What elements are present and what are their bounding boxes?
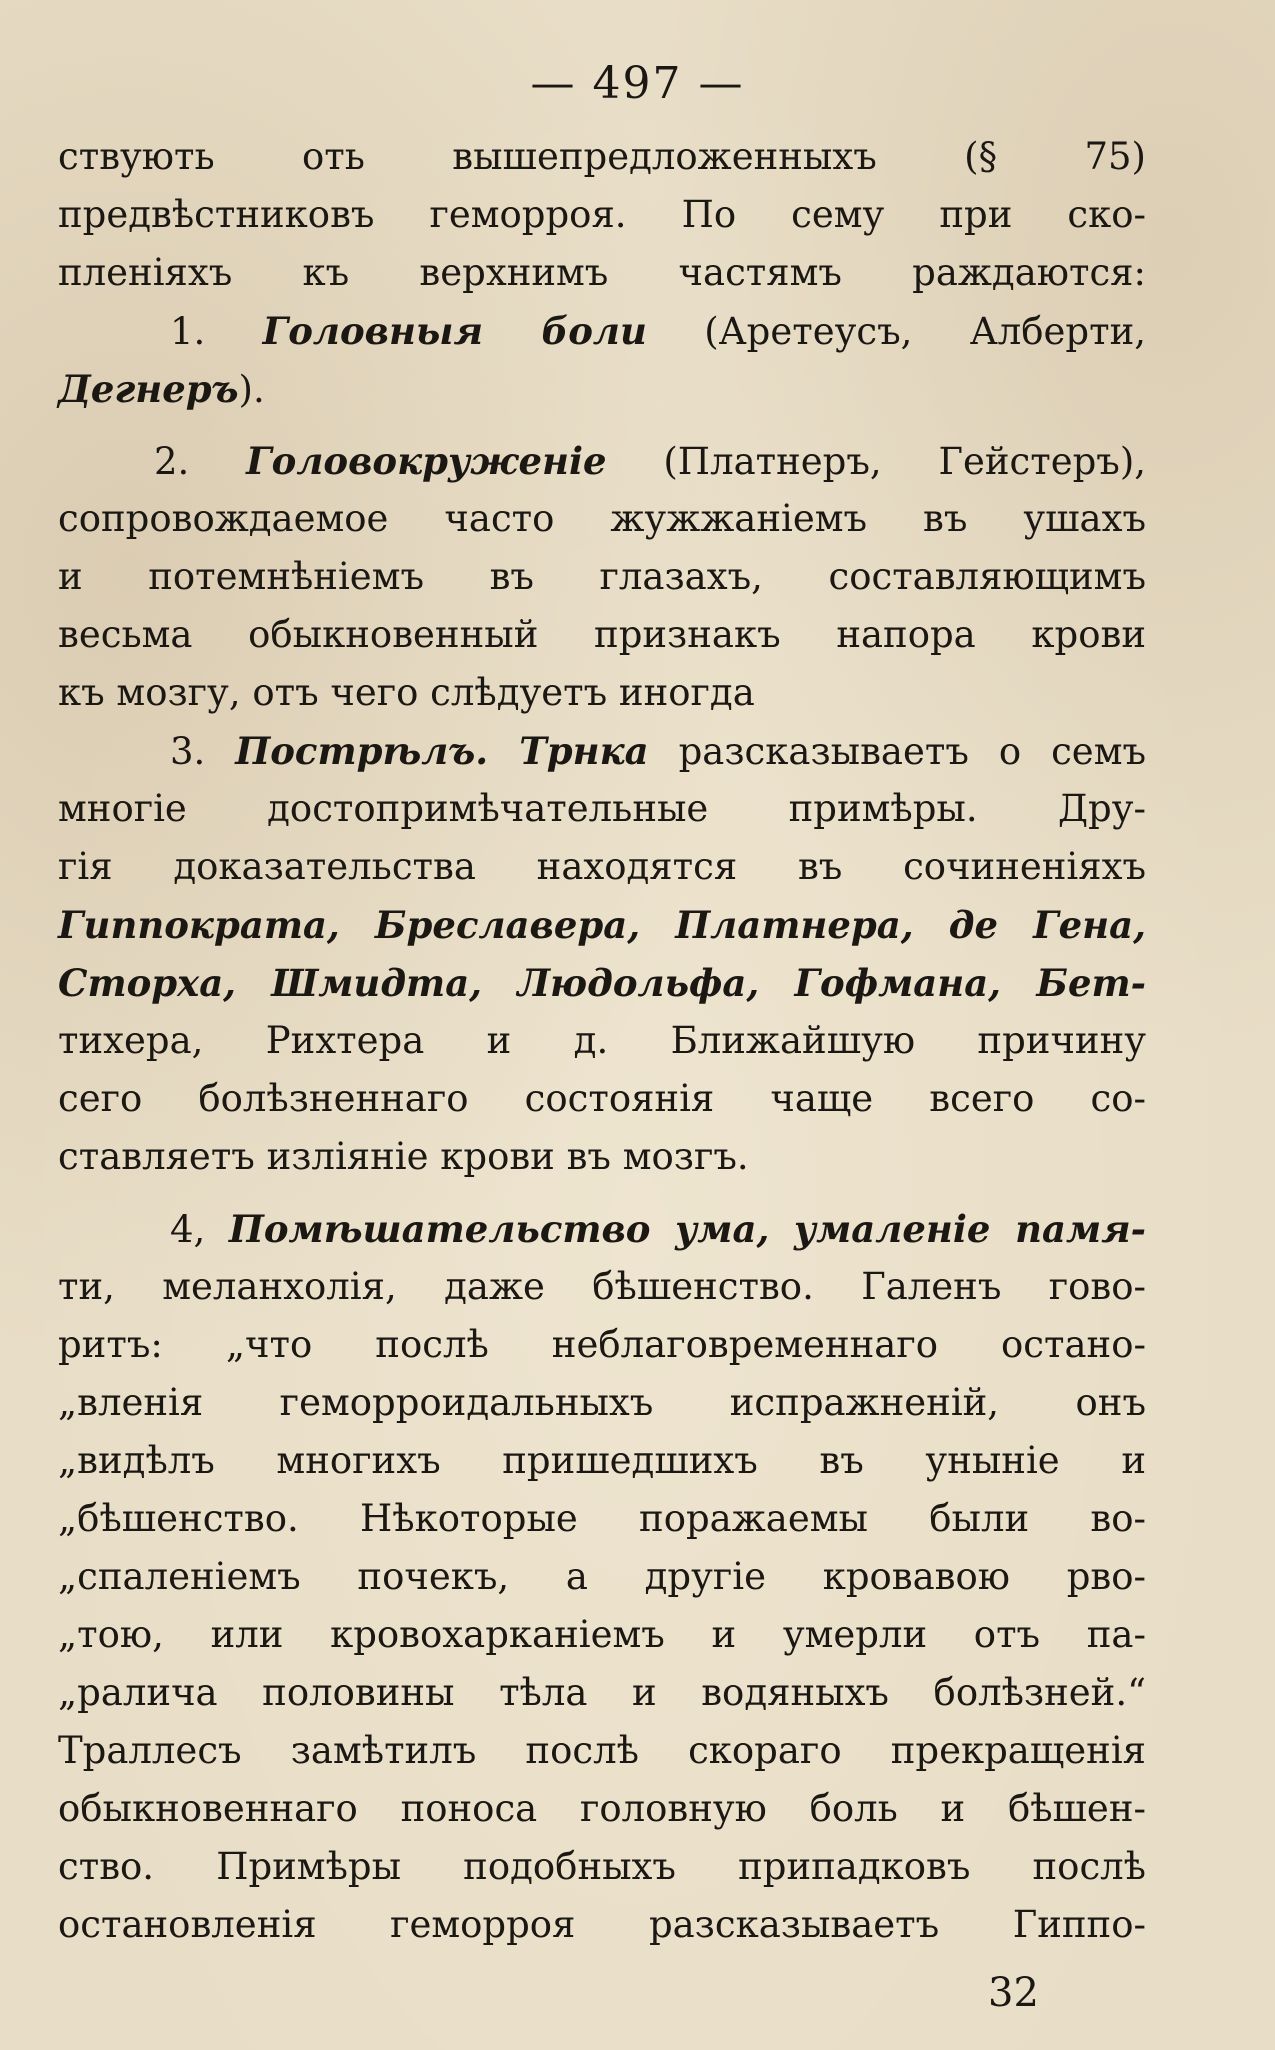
text-line: „ралича половины тѣла и водяныхъ болѣзней.“	[58, 1671, 1146, 1714]
item-text: ).	[238, 368, 265, 411]
list-item-1	[58, 302, 1146, 360]
text-line: „спаленіемъ почекъ, а другіе кровавою рво-	[58, 1555, 1146, 1598]
item-text: (Аретеусъ, Алберти,	[704, 310, 1147, 353]
item-text: разсказываетъ о семъ	[678, 730, 1147, 773]
text-line: Траллесъ замѣтилъ послѣ скораго прекращенія	[58, 1729, 1146, 1772]
text-line: остановленія геморроя разсказываетъ Гиппо-	[58, 1903, 1146, 1946]
text-line: „бѣшенство. Нѣкоторые поражаемы были во-	[58, 1497, 1146, 1540]
text-line: ритъ: „что послѣ неблаговременнаго остано-	[58, 1323, 1146, 1366]
item-number: 3.	[170, 730, 206, 773]
text-line: и потемнѣніемъ въ глазахъ, составляющимъ	[58, 555, 1146, 598]
item-number: 4,	[170, 1208, 206, 1251]
signature-mark: 32	[988, 1970, 1039, 2016]
text-line: тихера, Рихтера и д. Ближайшую причину	[58, 1019, 1146, 1062]
page-number: — 497 —	[530, 58, 745, 109]
text-line: пленіяхъ къ верхнимъ частямъ раждаются:	[58, 251, 1146, 294]
text-line: Гиппократа, Бреславера, Платнера, де Гена,	[58, 903, 1146, 947]
text-line: „тою, или кровохарканіемъ и умерли отъ па-	[58, 1613, 1146, 1656]
text-line: „видѣлъ многихъ пришедшихъ въ уныніе и	[58, 1439, 1146, 1482]
text-line	[58, 360, 1146, 418]
text-line: Сторха, Шмидта, Людольфа, Гофмана, Бет-	[58, 961, 1146, 1005]
text-line: весьма обыкновенный признакъ напора крови	[58, 613, 1146, 656]
text-line: гія доказательства находятся въ сочиненіяхъ	[58, 845, 1146, 888]
text-line: многіе достопримѣчательные примѣры. Дру-	[58, 787, 1146, 830]
text-line: къ мозгу, отъ чего слѣдуетъ иногда	[58, 671, 755, 714]
text-line: ствують оть вышепредложенныхъ (§ 75)	[58, 135, 1146, 178]
list-item-3	[58, 722, 1146, 780]
author-name: Дегнеръ	[58, 367, 239, 411]
body-text	[58, 128, 1146, 1954]
item-number: 2.	[154, 440, 190, 483]
item-text: (Платнеръ, Гейстеръ),	[663, 440, 1147, 483]
text-line: ставляетъ изліяніе крови въ мозгъ.	[58, 1135, 749, 1178]
list-item-4	[58, 1200, 1146, 1258]
item-number: 1.	[170, 310, 206, 353]
text-line: ство. Примѣры подобныхъ припадковъ послѣ	[58, 1845, 1146, 1888]
text-line: предвѣстниковъ геморроя. По сему при ско-	[58, 193, 1146, 236]
text-line: сопровождаемое часто жужжаніемъ въ ушахъ	[58, 497, 1146, 540]
text-line: „вленія геморроидальныхъ испражненій, онъ	[58, 1381, 1146, 1424]
text-line: обыкновеннаго поноса головную боль и бѣшен-	[58, 1787, 1146, 1830]
item-heading: Помѣшательство ума, умаленіе памя-	[228, 1207, 1147, 1251]
item-heading: Пострѣлъ. Трнка	[235, 729, 649, 773]
list-item-2	[58, 432, 1146, 490]
text-line: сего болѣзненнаго состоянія чаще всего со-	[58, 1077, 1146, 1120]
item-heading: Головокруженіе	[246, 439, 607, 483]
text-line: ти, меланхолія, даже бѣшенство. Галенъ гово-	[58, 1265, 1146, 1308]
item-heading: Головныя боли	[262, 309, 647, 353]
